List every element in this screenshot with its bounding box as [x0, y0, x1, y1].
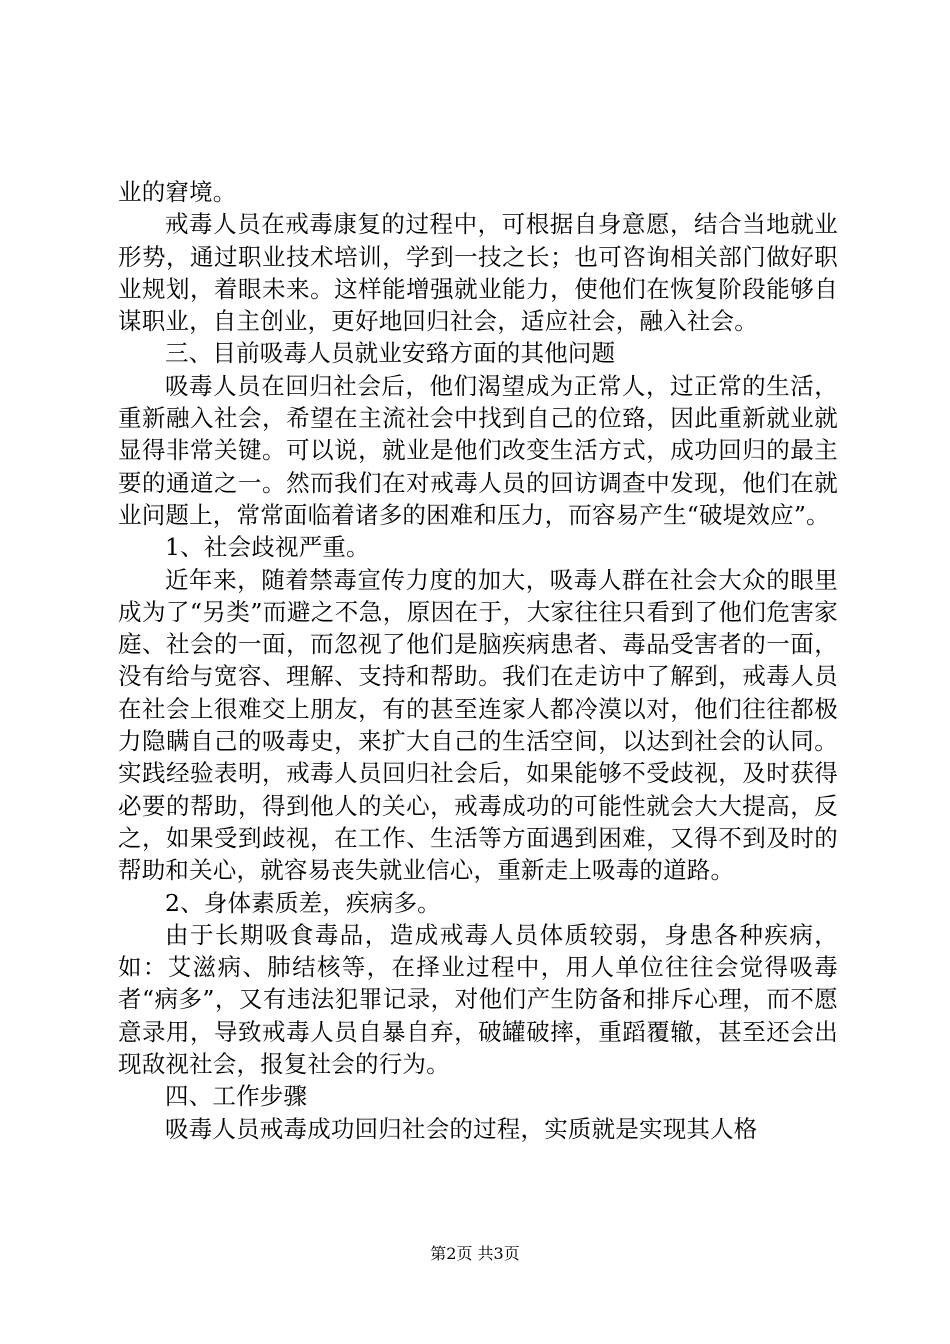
section-heading-4: 四、工作步骤	[165, 1082, 308, 1111]
page-number: 第2页 共3页	[430, 1244, 520, 1263]
body-text	[118, 176, 838, 1145]
paragraph-work-steps: 吸毒人员戒毒成功回归社会的过程，实质就是实现其人格	[165, 1114, 758, 1143]
section-heading-3: 三、目前吸毒人员就业安臵方面的其他问题	[165, 339, 616, 368]
page-footer	[0, 1244, 950, 1264]
paragraph-social-discrimination: 近年来，随着禁毒宣传力度的加大，吸毒人群在社会大众的眼里成为了“另类”而避之不急，原因在于，大家往往只看到了他们危害家庭、社会的一面，而忽视了他们是脑疾病患者、毒品受害者的一面，没有给与宽容、理解、支持和帮助。我们在走访中了解到，戒毒人员在社会上很难交上朋友，有的甚至连家人都冷漠以对，他们往往都极力隐瞒自己的吸毒史，来扩大自己的生活空间，以达到社会的认同。实践经验表明，戒毒人员回归社会后，如果能够不受歧视，及时获得必要的帮助，得到他人的关心，戒毒成功的可能性就会大大提高，反之，如果受到歧视，在工作、生活等方面遇到困难，又得不到及时的帮助和关心，就容易丧失就业信心，重新走上吸毒的道路。	[118, 565, 838, 885]
paragraph-employment-importance: 吸毒人员在回归社会后，他们渴望成为正常人，过正常的生活，重新融入社会，希望在主流社会中找到自己的位臵，因此重新就业就显得非常关键。可以说，就业是他们改变生活方式，成功回归的最主要的通道之一。然而我们在对戒毒人员的回访调查中发现，他们在就业问题上，常常面临着诸多的困难和压力，而容易产生“破堤效应”。	[118, 371, 838, 529]
subheading-2: 2、身体素质差，疾病多。	[165, 888, 441, 917]
subheading-1: 1、社会歧视严重。	[165, 533, 370, 562]
paragraph-continuation: 业的窘境。	[118, 178, 237, 206]
paragraph-career-training: 戒毒人员在戒毒康复的过程中，可根据自身意愿，结合当地就业形势，通过职业技术培训，学到一技之长；也可咨询相关部门做好职业规划，着眼未来。这样能增强就业能力，使他们在恢复阶段能够自谋职业，自主创业，更好地回归社会，适应社会，融入社会。	[118, 210, 838, 336]
paragraph-health-issues: 由于长期吸食毒品，造成戒毒人员体质较弱，身患各种疾病，如：艾滋病、肺结核等，在择业过程中，用人单位往往会觉得吸毒者“病多”，又有违法犯罪记录，对他们产生防备和排斥心理，而不愿意录用，导致戒毒人员自暴自弃，破罐破摔，重蹈覆辙，甚至还会出现敌视社会，报复社会的行为。	[118, 920, 838, 1079]
